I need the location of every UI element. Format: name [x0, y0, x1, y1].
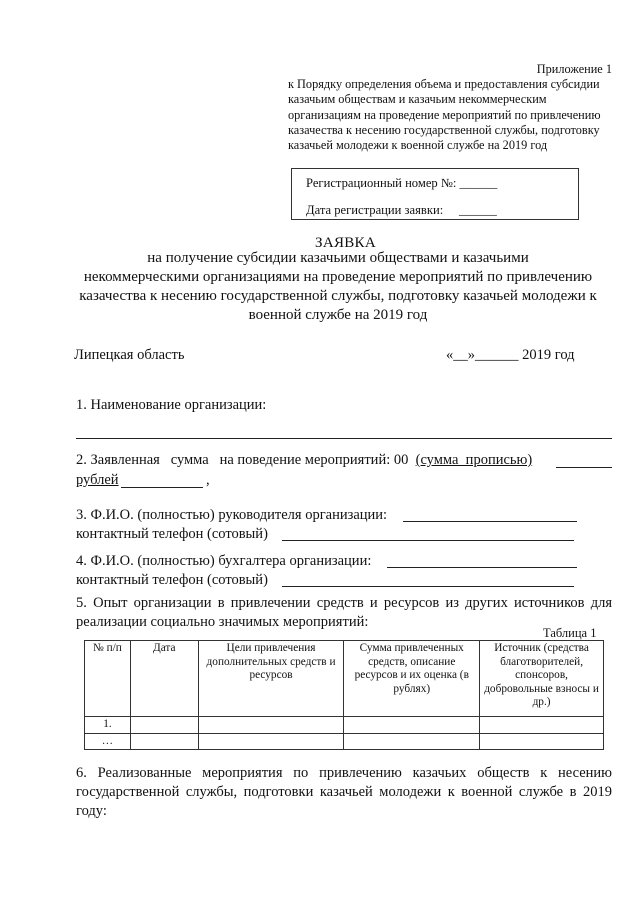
- table-header-cell: № п/п: [85, 641, 131, 717]
- table-cell[interactable]: [198, 733, 344, 750]
- item-6-text: 6. Реализованные мероприятия по привлечению казачьих обществ к несению государственной службы, подготовки казачьей молодежи к военной службе в 2019 году:: [76, 765, 612, 819]
- table-header-cell: Дата: [130, 641, 198, 717]
- table-cell[interactable]: [480, 717, 604, 734]
- table-header-cell: Цели привлечения дополнительных средств и ресурсов: [198, 641, 344, 717]
- table-cell[interactable]: [198, 717, 344, 734]
- experience-table: [84, 640, 604, 750]
- table-header-cell: Сумма привлеченных средств, описание ресурсов и их оценка (в рублях): [344, 641, 480, 717]
- table-row: [85, 717, 604, 734]
- registration-date-label: [306, 203, 497, 218]
- subtitle-line: на получение субсидии казачьими обществами и казачьими: [147, 250, 529, 266]
- application-date: «__»______ 2019 год: [446, 347, 575, 363]
- appendix-line: казачьим обществам и казачьим некоммерческим: [288, 92, 547, 107]
- registration-number-label: Регистрационный номер №: ______: [306, 176, 498, 190]
- amount-in-words: (сумма прописью): [415, 452, 533, 468]
- table-cell[interactable]: [480, 733, 604, 750]
- director-phone-line[interactable]: [282, 540, 574, 541]
- item-2-prefix: 2. Заявленная сумма на поведение мероприятий: 00: [76, 452, 416, 468]
- registration-date-text: Дата регистрации заявки:: [306, 203, 444, 217]
- item-2-comma: ,: [206, 472, 210, 488]
- appendix-note: [288, 62, 622, 153]
- registration-date-blank: ______: [458, 203, 497, 217]
- item-3-label: 3. Ф.И.О. (полностью) руководителя организации:: [76, 507, 388, 523]
- region: Липецкая область: [74, 347, 185, 363]
- appendix-line: казачества к несению государственной службы, подготовку: [288, 122, 600, 137]
- item-4-label: 4. Ф.И.О. (полностью) бухгалтера организации:: [76, 553, 372, 569]
- table-row: [85, 733, 604, 750]
- accountant-phone-line[interactable]: [282, 586, 574, 587]
- document-title: ЗАЯВКА: [315, 235, 376, 251]
- table-cell[interactable]: [130, 717, 198, 734]
- amount-words-line[interactable]: [556, 467, 612, 468]
- item-5-text: 5. Опыт организации в привлечении средств и ресурсов из других источников для реализации социально значимых мероприятий:: [76, 595, 612, 630]
- table-cell[interactable]: [344, 717, 480, 734]
- appendix-title: Приложение 1: [536, 62, 612, 76]
- director-name-line[interactable]: [403, 521, 577, 522]
- table-cell[interactable]: [344, 733, 480, 750]
- appendix-line: организациям на проведение мероприятий по привлечению: [288, 107, 601, 122]
- subtitle-line: казачества к несению государственной службы, подготовку казачьей молодежи к: [79, 288, 597, 304]
- registration-box: [291, 168, 579, 220]
- subtitle-line: военной службе на 2019 год: [248, 307, 428, 323]
- item-2-rubles-line: [76, 471, 119, 490]
- item-2-line: [76, 451, 532, 470]
- table-header-cell: Источник (средства благотворителей, спонсоров, добровольные взносы и др.): [480, 641, 604, 717]
- table-cell[interactable]: …: [85, 733, 131, 750]
- organization-name-line[interactable]: [76, 438, 612, 439]
- table-cell[interactable]: 1.: [85, 717, 131, 734]
- document-subtitle: [58, 249, 618, 325]
- item-3-phone-label: контактный телефон (сотовый): [76, 526, 268, 542]
- appendix-line: казачьей молодежи к военной службе на 2019 год: [288, 138, 548, 153]
- table-header-row: [85, 641, 604, 717]
- rubles-blank-line[interactable]: [121, 487, 203, 488]
- table-cell[interactable]: [130, 733, 198, 750]
- rubles-label: рублей: [76, 472, 119, 488]
- item-1-label: 1. Наименование организации:: [76, 397, 267, 413]
- table-caption: Таблица 1: [543, 626, 597, 640]
- accountant-name-line[interactable]: [387, 567, 577, 568]
- subtitle-line: некоммерческими организациями на проведение мероприятий по привлечению: [83, 269, 593, 285]
- item-4-phone-label: контактный телефон (сотовый): [76, 572, 268, 588]
- appendix-line: к Порядку определения объема и предоставления субсидии: [288, 77, 600, 92]
